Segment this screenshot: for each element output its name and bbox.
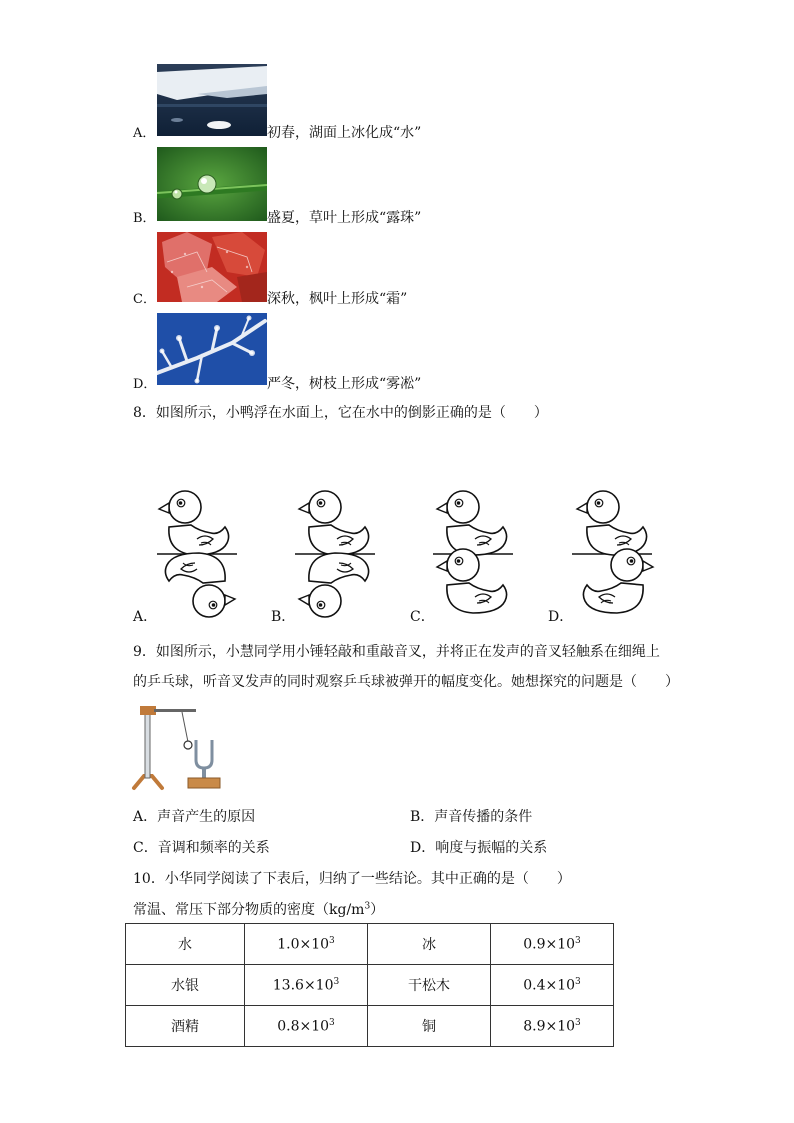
option-text: 盛夏，草叶上形成“露珠” [267,210,422,226]
option-letter: C． [133,292,156,307]
q9-option-c: C．音调和频率的关系 [133,840,270,856]
density-cell: $1.0\times 10^3$ [245,924,368,965]
q8-option-a: A． [133,609,158,625]
q8-option-b: B． [271,609,296,625]
ice-lake-photo [157,64,267,136]
duck-figure-b [295,491,375,617]
table-row [126,965,614,1006]
substance-cell: 铜 [368,1006,491,1047]
table-caption: 常温、常压下部分物质的密度$(kg/m^3)$ [133,901,385,918]
density-cell: $8.9\times 10^3$ [491,1006,614,1047]
substance-cell: 酒精 [126,1006,245,1047]
substance-cell: 冰 [368,924,491,965]
q8-option-d: D． [548,609,574,625]
question-9-stem-line2: 的乒乓球，听音叉发声的同时观察乒乓球被弹开的幅度变化。她想探究的问题是（ ） [133,674,679,690]
density-cell: $13.6\times 10^3$ [245,965,368,1006]
option-text: 严冬，树枝上形成“雾凇” [267,376,422,392]
density-cell: $0.9\times 10^3$ [491,924,614,965]
substance-cell: 干松木 [368,965,491,1006]
q9-option-a: A．声音产生的原因 [133,809,256,825]
question-9-stem-line1: 9．如图所示，小慧同学用小锤轻敲和重敲音叉，并将正在发声的音叉轻触系在细绳上 [133,644,660,660]
density-table [125,923,614,1047]
duck-figure-d [572,491,653,613]
duck-figure-a [157,491,237,617]
substance-cell: 水银 [126,965,245,1006]
option-text: 初春，湖面上冰化成“水” [267,125,422,141]
question-10-stem: 10．小华同学阅读了下表后，归纳了一些结论。其中正确的是（ ） [133,871,571,887]
tuning-fork-pingpong-apparatus [130,702,230,794]
rime-branch-photo [157,313,267,385]
option-letter: A． [133,126,156,141]
q9-option-b: B．声音传播的条件 [410,809,533,825]
option-letter: D． [133,377,157,392]
question-8-stem: 8．如图所示，小鸭浮在水面上，它在水中的倒影正确的是（ ） [133,405,548,421]
density-cell: $0.8\times 10^3$ [245,1006,368,1047]
q8-option-c: C． [410,609,435,625]
duck-reflection-figures [125,485,685,625]
density-cell: $0.4\times 10^3$ [491,965,614,1006]
table-row [126,924,614,965]
duck-figure-c [433,491,513,613]
option-letter: B． [133,211,156,226]
frost-maple-photo [157,232,267,302]
q9-option-d: D．响度与振幅的关系 [410,840,548,856]
table-row [126,1006,614,1047]
option-text: 深秋，枫叶上形成“霜” [267,291,408,307]
substance-cell: 水 [126,924,245,965]
dew-grass-photo [157,147,267,221]
